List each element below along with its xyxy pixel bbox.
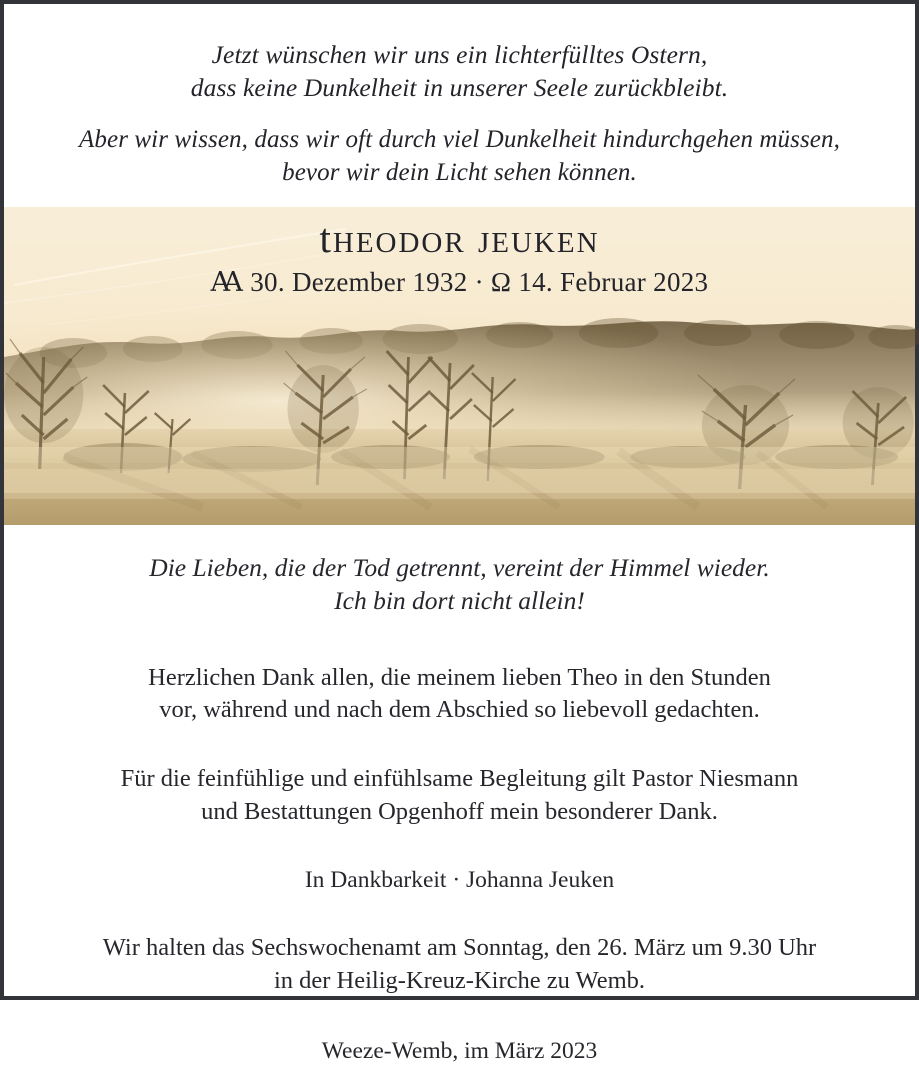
signature-line [44,865,875,896]
top-verse [4,4,915,189]
top-verse-stanza-1 [38,38,881,104]
lower-verse-line-2: Ich bin dort nicht allein! [334,586,585,616]
top-verse-line-4: bevor wir dein Licht sehen können. [282,158,637,186]
top-verse-line-2: dass keine Dunkelheit in unserer Seele zurückbleibt. [190,73,729,103]
service-line-1: Wir halten das Sechswochenamt am Sonntag, den 26. März um 9.30 Uhr [102,934,817,962]
thanks-paragraph [44,662,875,728]
landscape-photo-illustration [4,207,915,525]
pastor-thanks-line-2: und Bestattungen Opgenhoff mein besonderer Dank. [201,798,718,826]
place-date-text: Weeze-Wemb, im März 2023 [321,1038,598,1065]
thanks-line-1: Herzlichen Dank allen, die meinem lieben Theo in den Stunden [148,663,771,691]
thanks-line-2: vor, während und nach dem Abschied so liebevoll gedachten. [159,696,760,724]
pastor-thanks-line-1: Für die feinfühlige und einfühlsame Begleitung gilt Pastor Niesmann [120,765,799,793]
service-announcement [44,932,875,998]
signature-text: In Dankbarkeit · Johanna Jeuken [304,866,615,893]
lower-verse-line-1: Die Lieben, die der Tod getrennt, vereint der Himmel wieder. [149,553,770,583]
pastor-thanks-paragraph [44,763,875,829]
memorial-body [4,525,915,1067]
top-verse-line-1: Jetzt wünschen wir uns ein lichterfülltes Ostern, [211,40,708,69]
service-line-2: in der Heilig-Kreuz-Kirche zu Wemb. [273,967,646,995]
deceased-name: theodor jeuken [319,215,600,262]
top-verse-stanza-2 [38,124,881,189]
top-verse-line-3: Aber wir wissen, dass wir oft durch viel Dunkelheit hindurchgehen müssen, [79,126,840,154]
life-dates: Ꜳ 30. Dezember 1932 · Ω 14. Februar 2023 [210,266,709,297]
place-and-date [44,1036,875,1067]
lower-verse [44,551,875,617]
landscape-photo [4,207,915,525]
